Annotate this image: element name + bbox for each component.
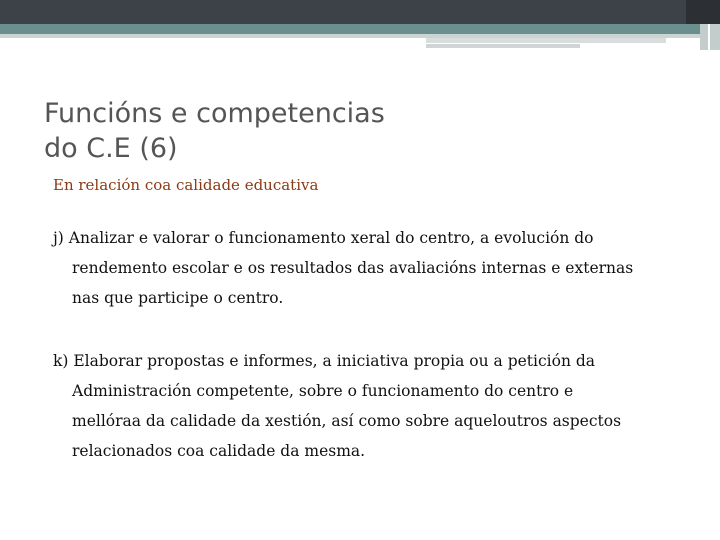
- paragraph-j-line-1: j) Analizar e valorar o funcionamento xeral do centro, a evolución do: [53, 229, 594, 247]
- top-grey-stub-2: [426, 44, 580, 48]
- paragraph-j-line-2: rendemento escolar e os resultados das avaliacións internas e externas: [72, 259, 634, 277]
- paragraph-k-line-3: mellóraa da calidade da xestión, así como sobre aqueloutros aspectos: [72, 412, 622, 430]
- slide-title-line-1: Funcións e competencias: [44, 98, 385, 129]
- right-corner-shade: [700, 24, 720, 50]
- slide-title: [44, 96, 684, 166]
- paragraph-k: [53, 346, 693, 466]
- top-teal-band: [0, 24, 720, 34]
- top-dark-bar: [0, 0, 720, 24]
- slide-subtitle: En relación coa calidade educativa: [53, 176, 319, 194]
- paragraph-k-line-4: relacionados coa calidade da mesma.: [72, 442, 366, 460]
- slide-title-line-2: do C.E (6): [44, 133, 178, 165]
- paragraph-j-line-3: nas que participe o centro.: [72, 289, 284, 307]
- right-corner-divider: [708, 24, 710, 50]
- paragraph-k-line-2: Administración competente, sobre o funcionamento do centro e: [72, 382, 574, 400]
- top-grey-stub-1: [426, 38, 666, 43]
- top-dark-bar-accent: [686, 0, 720, 24]
- paragraph-j: [53, 223, 693, 313]
- paragraph-k-line-1: k) Elaborar propostas e informes, a iniciativa propia ou a petición da: [53, 352, 596, 370]
